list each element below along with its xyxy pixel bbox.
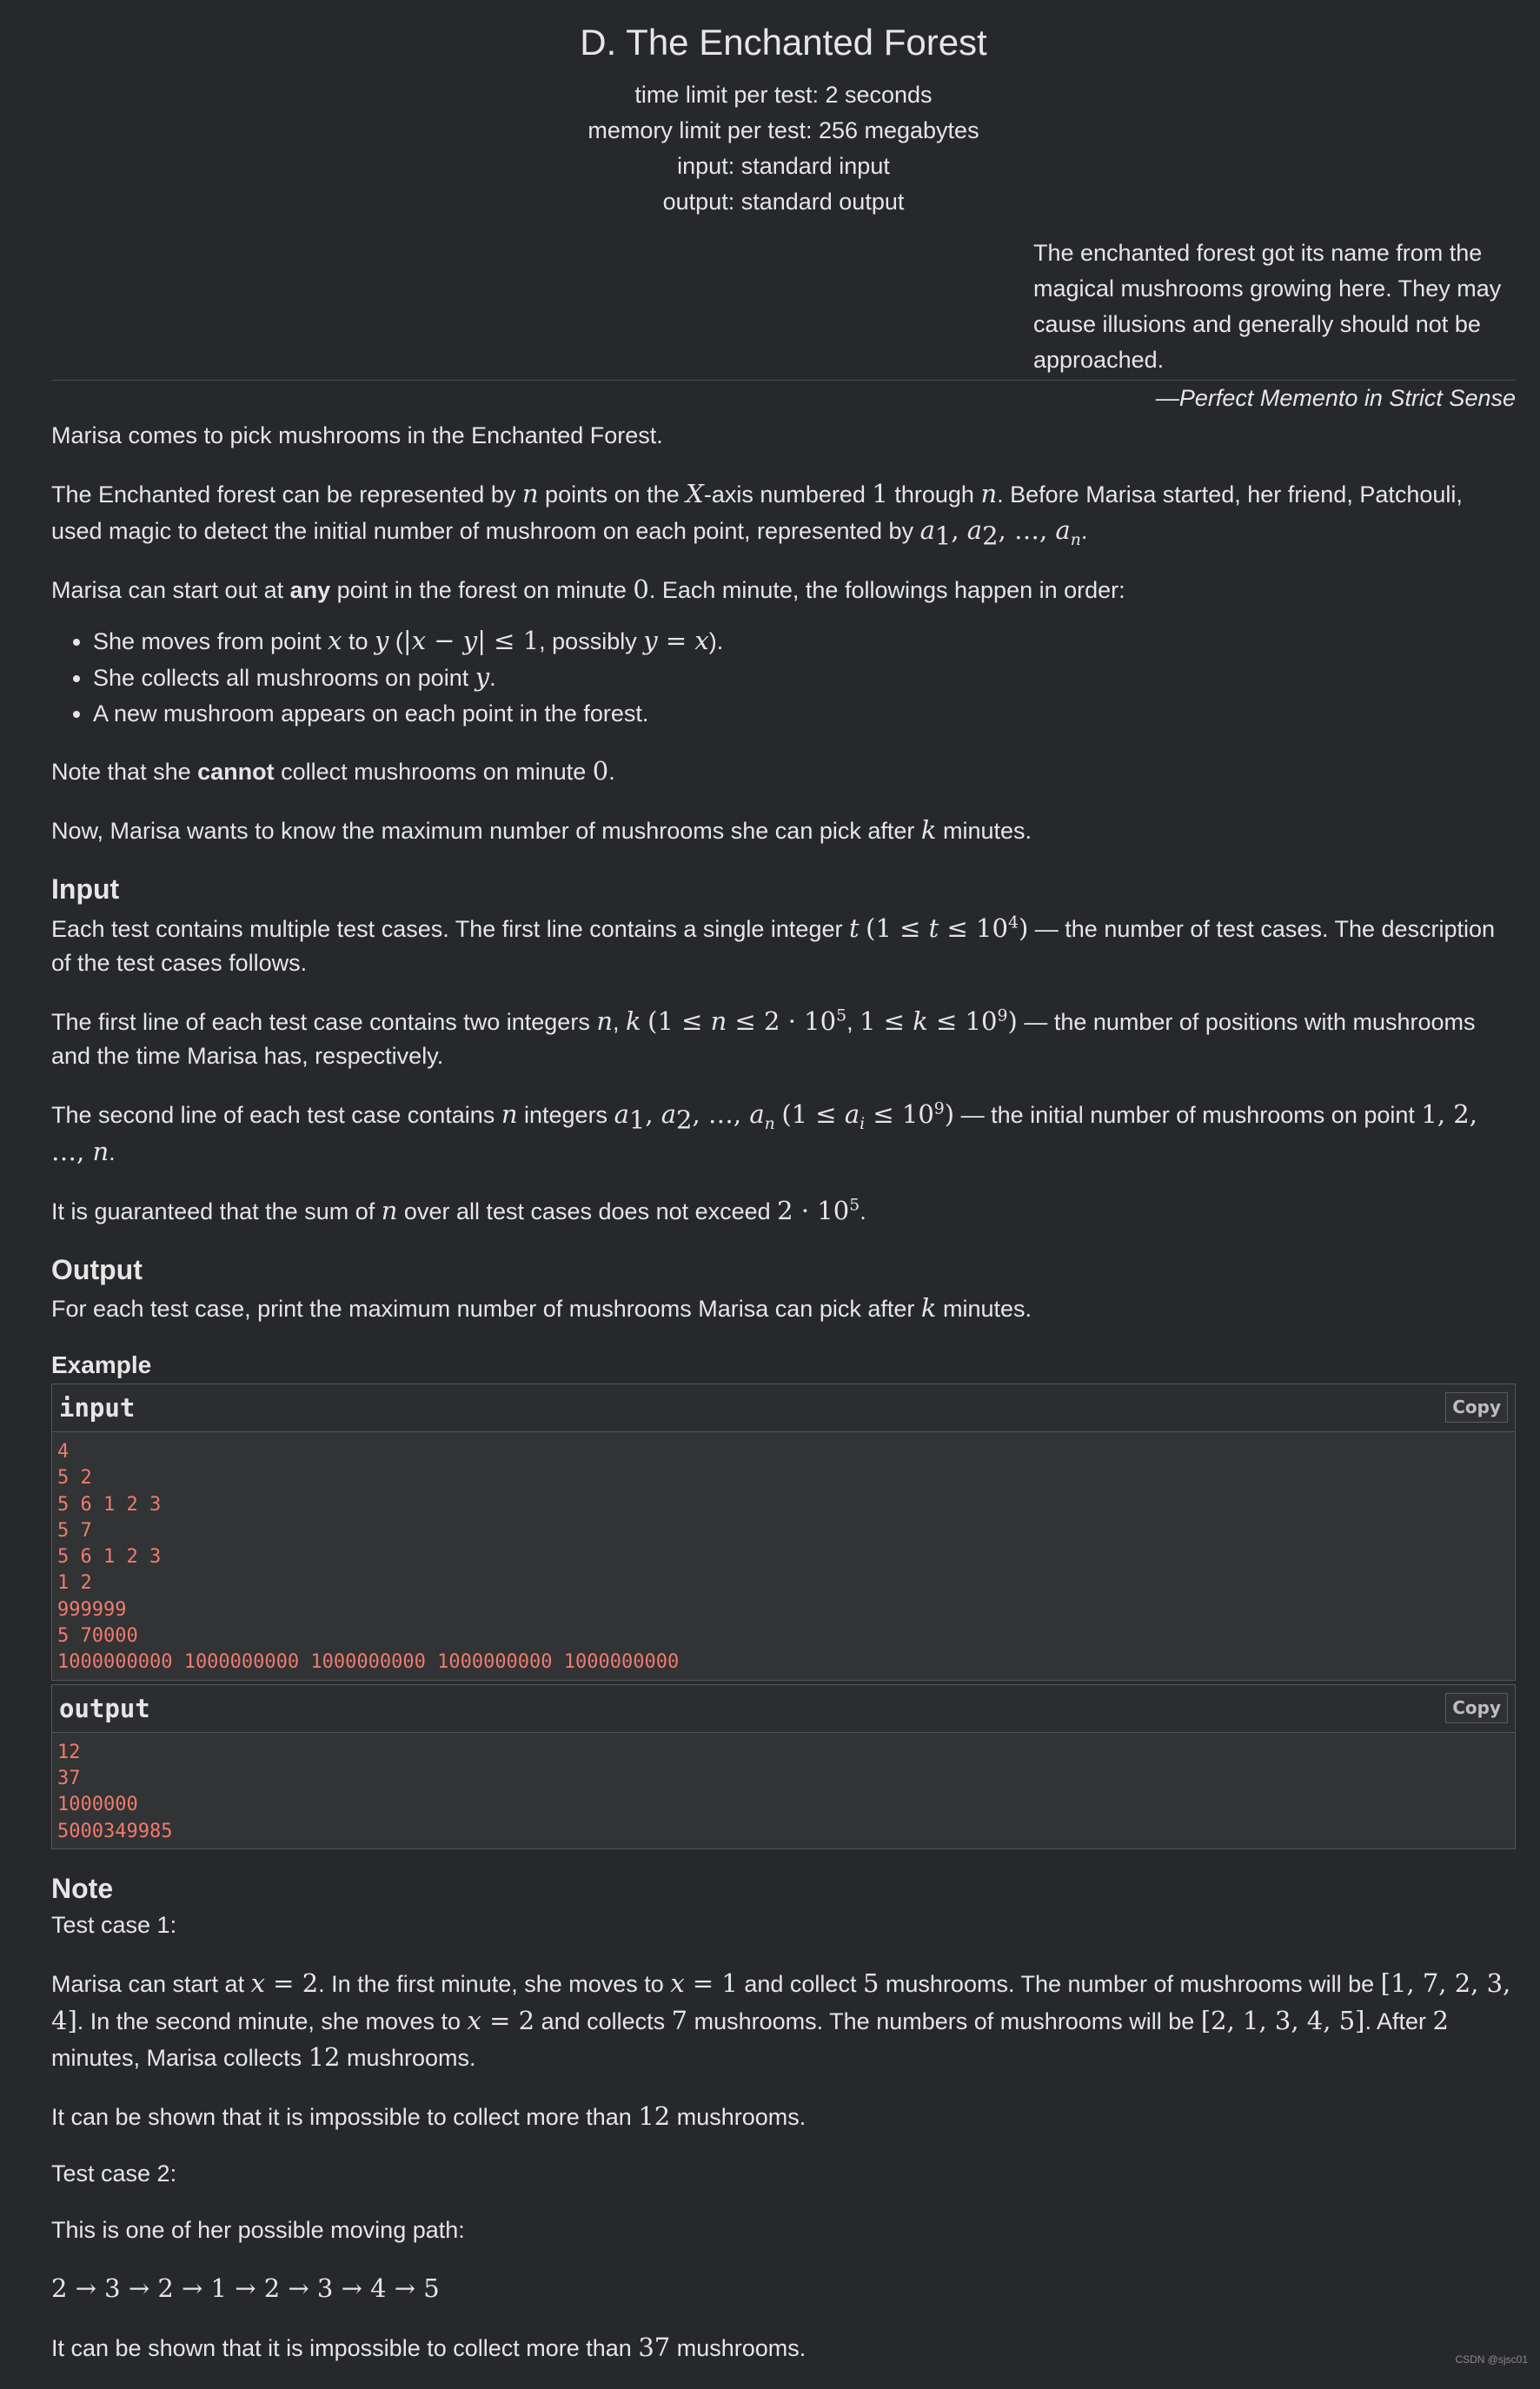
note-explanation-1: Marisa can start at x = 2. In the first minute, she moves to x = 1 and collect 5 mushrooms. The number of mushrooms will be [1, 7, 2, 3, 4]. In the second minute, she moves to x = 2 and collects 7 mushrooms. The numbers of mushrooms will be [2, 1, 3, 4, 5]. After 2 minutes, Marisa collects 12 mushrooms. (51, 1968, 1511, 2072)
note-section (51, 1872, 1516, 2366)
example-input-line: 5 70000 (57, 1625, 138, 1648)
example-output-line: 1000000 (57, 1794, 138, 1816)
example-input-content[interactable] (52, 1432, 1515, 1680)
input-line-2: The first line of each test case contains two integers n, k ($1 \le n \le 2 \cdot 10^5$, $1 \le k \le 10^9$) — the number of positions with mushrooms and the time Marisa has, respectively. (51, 1006, 1476, 1070)
output-heading: Output (51, 1253, 143, 1285)
output-description: For each test case, print the maximum number of mushrooms Marisa can pick after k minutes. (51, 1293, 1032, 1324)
note-bound-2: It can be shown that it is impossible to collect more than 37 mushrooms. (51, 2333, 807, 2363)
epigraph-text: The enchanted forest got its name from the magical mushrooms growing here. They may cause illusions and generally should not be approached. (1033, 239, 1502, 373)
input-line-1: Each test contains multiple test cases. The first line contains a single integer t $(1 \le t \le 10^4)$ — the number of test cases. The description of the test cases follows. (51, 912, 1496, 976)
input-heading: Input (51, 873, 120, 906)
note-heading: Note (51, 1872, 114, 1904)
input-line-3: The second line of each test case contains n integers $a_1$, $a_2$, …, $a_n$ $(1 \le a_i \le 10^9)$ — the initial number of mushrooms on point 1, 2, …, n. (51, 1099, 1477, 1166)
problem-title: D. The Enchanted Forest (580, 22, 987, 63)
note-test-case-1: Test case 1: (51, 1912, 177, 1939)
time-limit: time limit per test: 2 seconds (634, 81, 933, 108)
memory-limit: memory limit per test: 256 megabytes (587, 116, 979, 143)
list-item: • A new mushroom appears on each point in the forest. (93, 696, 1516, 732)
output-spec: output: standard output (662, 188, 905, 215)
note-path-intro: This is one of her possible moving path: (51, 2217, 465, 2244)
example-input-line: 1 2 (57, 1572, 92, 1595)
input-line-4: It is guaranteed that the sum of n over all test cases does not exceed $2 \cdot 10^5$. (51, 1195, 866, 1225)
note-test-case-2: Test case 2: (51, 2160, 177, 2187)
statement-process: Marisa can start out at any point in the forest on minute 0. Each minute, the followings happen in order: (51, 574, 1125, 605)
statement-goal: Now, Marisa wants to know the maximum number of mushrooms she can pick after k minutes. (51, 815, 1032, 846)
list-item: • She moves from point x to y (|x − y| ≤ 1, possibly y = x). (93, 623, 1516, 660)
example-input-line: 5 2 (57, 1467, 92, 1490)
output-description-text: For each test case, print the maximum number of mushrooms Marisa can pick after (51, 1296, 915, 1323)
steps-list (51, 623, 1516, 732)
example-output-line: 37 (57, 1768, 81, 1789)
list-item: • She collects all mushrooms on point y. (93, 660, 1516, 696)
watermark: CSDN @sjsc01 (1455, 2353, 1528, 2366)
legend (51, 419, 1516, 849)
example-output-header (52, 1685, 1515, 1733)
example-input-line: 999999 (57, 1598, 127, 1621)
example-output-label: output (59, 1693, 150, 1723)
copy-input-button[interactable]: Copy (1445, 1392, 1508, 1423)
example-input-box (51, 1384, 1516, 1681)
problem-page (51, 0, 1516, 2389)
example-output-box (51, 1684, 1516, 1849)
example-input-line: 5 7 (57, 1519, 92, 1542)
statement-note-cannot: Note that she cannot collect mushrooms on minute 0. (51, 756, 615, 786)
input-spec: input: standard input (677, 152, 890, 179)
input-section (51, 873, 1516, 1228)
note-bound-1: It can be shown that it is impossible to collect more than 12 mushrooms. (51, 2100, 807, 2131)
example-section (51, 1350, 1516, 1849)
example-output-line: 12 (57, 1741, 81, 1763)
problem-header (51, 19, 1516, 220)
copy-output-button[interactable]: Copy (1445, 1693, 1508, 1723)
list-item-text: She collects all mushrooms on point (93, 665, 469, 692)
example-input-line: 4 (57, 1440, 70, 1463)
statement-intro: Marisa comes to pick mushrooms in the Enchanted Forest. (51, 421, 663, 448)
example-input-line: 5 6 1 2 3 (57, 1493, 162, 1516)
example-heading: Example (51, 1351, 152, 1379)
epigraph (51, 236, 1516, 415)
note-path: 2 → 3 → 2 → 1 → 2 → 3 → 4 → 5 (51, 2273, 440, 2304)
example-input-line: 5 6 1 2 3 (57, 1546, 162, 1569)
output-section (51, 1253, 1516, 1327)
example-output-line: 5000349985 (57, 1820, 173, 1842)
example-input-line: 1000000000 1000000000 1000000000 1000000000 1000000000 (57, 1651, 680, 1674)
example-input-header (52, 1384, 1515, 1432)
example-input-label: input (59, 1392, 136, 1423)
epigraph-source: —Perfect Memento in Strict Sense (1155, 384, 1516, 411)
statement-forest: The Enchanted forest can be represented by n points on the X-axis numbered 1 through n. Before Marisa started, her friend, Patchouli, used magic to detect the initial number of mushroom on each point, represented by $a_1$, $a_2$, …, $a_n$. (51, 478, 1463, 551)
example-output-content[interactable] (52, 1733, 1515, 1848)
